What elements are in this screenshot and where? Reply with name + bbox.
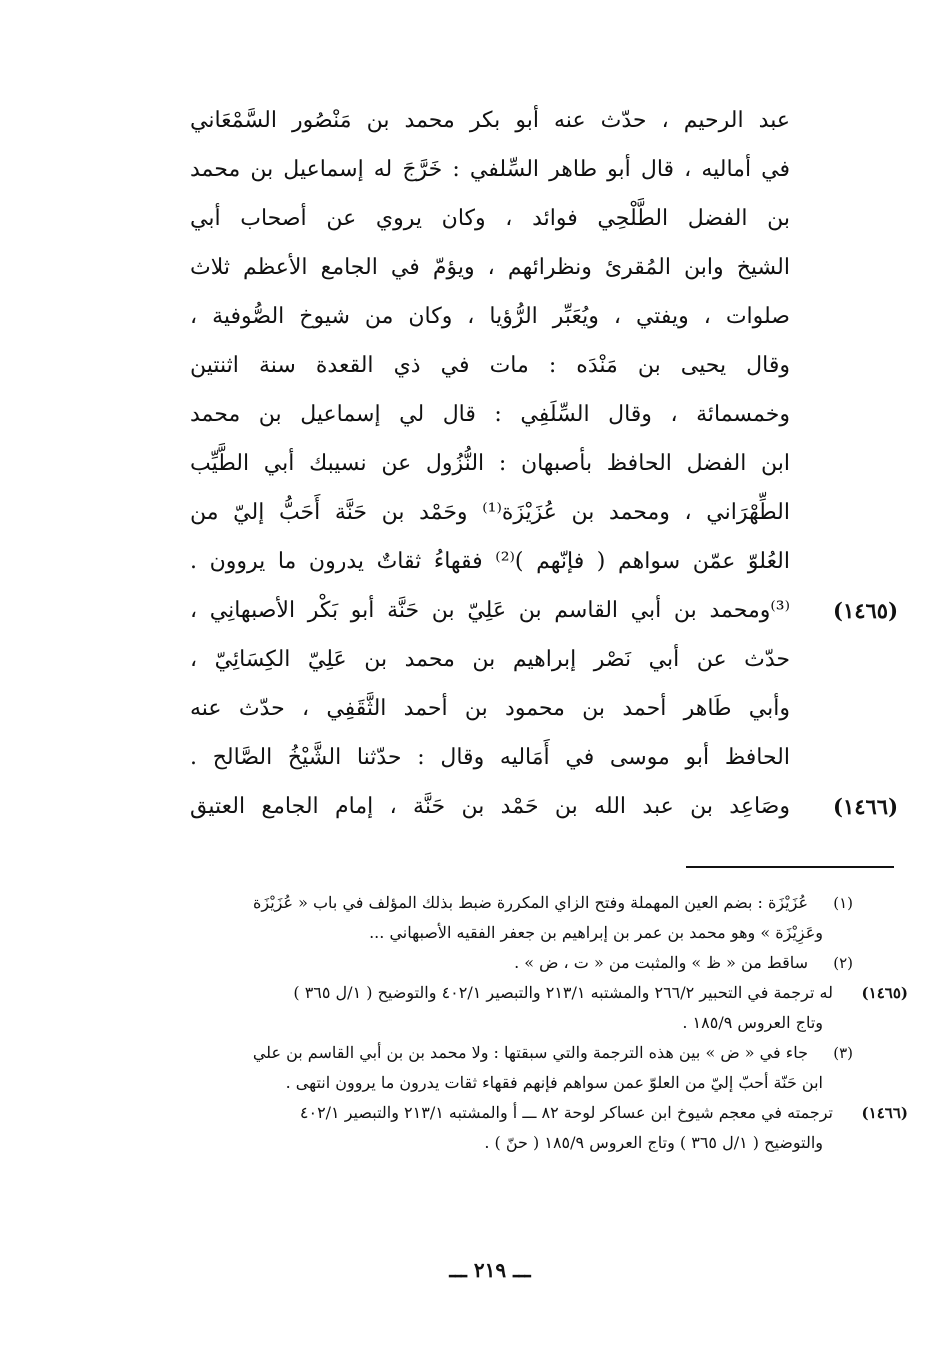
footnote-text: عُزَيْزَة : بضم العين المهملة وفتح الزاي المكررة ضبط بذلك المؤلف في باب « عُزَيْزَة [252,893,808,912]
footnote-label: (٢) [833,954,853,972]
text-line [150,341,920,390]
line-text: وخمسمائة ، وقال السِّلَفِي : قال لي إسماعيل بن محمد [190,402,790,427]
line-text: وأبي طَاهر أحمد بن محمود بن أحمد الثَّقَفِي ، حدّث عنه [190,696,790,721]
main-text-block [150,96,920,831]
footnote-separator [686,866,894,868]
footnote-text: وتاج العروس ١٨٥/٩ . [682,1013,823,1032]
footnote-line [150,888,908,918]
text-line [150,684,920,733]
line-text: الطِّهْرَاني ، ومحمد بن عُزَيْزَة⁽¹⁾ وحَمْد بن حَنَّة أَحَبُّ إليّ من [190,500,790,525]
footnote-text: وعَزِيْزَة » وهو محمد بن عمر بن إبراهيم بن جعفر الفقيه الأصبهاني ... [369,923,823,942]
footnote-text: والتوضيح ( ١/ل ٣٦٥ ) وتاج العروس ١٨٥/٩ ( حنّ ) . [484,1133,823,1152]
footnote-label: (١٤٦٦) [861,1104,908,1122]
line-text: في أماليه ، قال أبو طاهر السِّلفي : خَرَّجَ له إسماعيل بن محمد [190,157,790,182]
text-line [150,96,920,145]
line-text: الحافظ أبو موسى في أَمَاليه وقال : حدّثنا الشَّيْخُ الصَّالح . [190,745,790,770]
footnote-label: (١٤٦٥) [861,984,908,1002]
entry-number: (١٤٦٥) [833,598,898,623]
footnote-line [150,978,908,1008]
line-text: عبد الرحيم ، حدّث عنه أبو بكر محمد بن مَنْصُور السَّمْعَاني [190,108,790,133]
footnote-line [150,1128,908,1158]
footnote-text: له ترجمة في التحبير ٢٦٦/٢ والمشتبه ٢١٣/١ والتبصير ٤٠٢/١ والتوضيح ( ١/ل ٣٦٥ ) [293,983,833,1002]
text-line [150,292,920,341]
footnote-label: (١) [833,894,853,912]
line-text: العُلوّ عمّن سواهم ( فإنّهم )⁽²⁾ فقهاءُ ثقاتٌ يدرون ما يروون . [190,549,790,574]
text-line [150,194,920,243]
line-text: ⁽³⁾ومحمد بن أبي القاسم بن عَلِيّ بن حَنَّة أبو بَكْر الأصبهانِي ، [190,598,790,623]
text-line [150,733,920,782]
text-line [150,439,920,488]
text-line [150,243,920,292]
text-line [150,586,920,635]
text-line [150,488,920,537]
text-line [150,390,920,439]
line-text: ابن الفضل الحافظ بأصبهان : النُّزُول عن نسيبك أبي الطَّيِّب [190,451,790,476]
footnote-line [150,948,908,978]
entry-number: (١٤٦٦) [833,794,898,819]
line-text: بن الفضل الطَّلْحِي فوائد ، وكان يروي عن أصحاب أبي [190,206,790,231]
footnote-text: ساقط من « ظ » والمثبت من « ت ، ض » . [514,953,808,972]
footnote-label: (٣) [833,1044,853,1062]
footnote-line [150,1098,908,1128]
footnote-line [150,1008,908,1038]
text-line [150,635,920,684]
footnote-line [150,1068,908,1098]
line-text: الشيخ وابن المُقرئ ونظرائهم ، ويؤمّ في الجامع الأعظم ثلاث [190,255,790,280]
footnote-line [150,1038,908,1068]
page-number: ـــ ٢١٩ ـــ [449,1258,531,1282]
text-line [150,537,920,586]
text-line [150,145,920,194]
text-line [150,782,920,831]
footnote-text: ترجمته في معجم شيوخ ابن عساكر لوحة ٨٢ ـــ أ والمشتبه ٢١٣/١ والتبصير ٤٠٢/١ [299,1103,833,1122]
line-text: صلوات ، ويفتي ، ويُعَبِّر الرُّؤيا ، وكان من شيوخ الصُّوفية ، [190,304,790,329]
line-text: حدّث عن أبي نَصْر إبراهيم بن محمد بن عَلِيّ الكِسَائِيّ ، [190,647,790,672]
footnote-text: ابن حَنّة أحبّ إليّ من العلوّ عمن سواهم فإنهم فقهاء ثقات يدرون ما يروون انتهى . [285,1073,823,1092]
footnotes-block [150,888,908,1158]
footnote-text: جاء في « ض » بين هذه الترجمة والتي سبقتها : ولا محمد بن بن أبي القاسم بن علي [252,1043,808,1062]
footnote-line [150,918,908,948]
line-text: وقال يحيى بن مَنْدَه : مات في ذي القعدة سنة اثنتين [190,353,790,378]
line-text: وصَاعِد بن عبد الله بن حَمْد بن حَنَّة ، إمام الجامع العتيق [190,794,790,819]
